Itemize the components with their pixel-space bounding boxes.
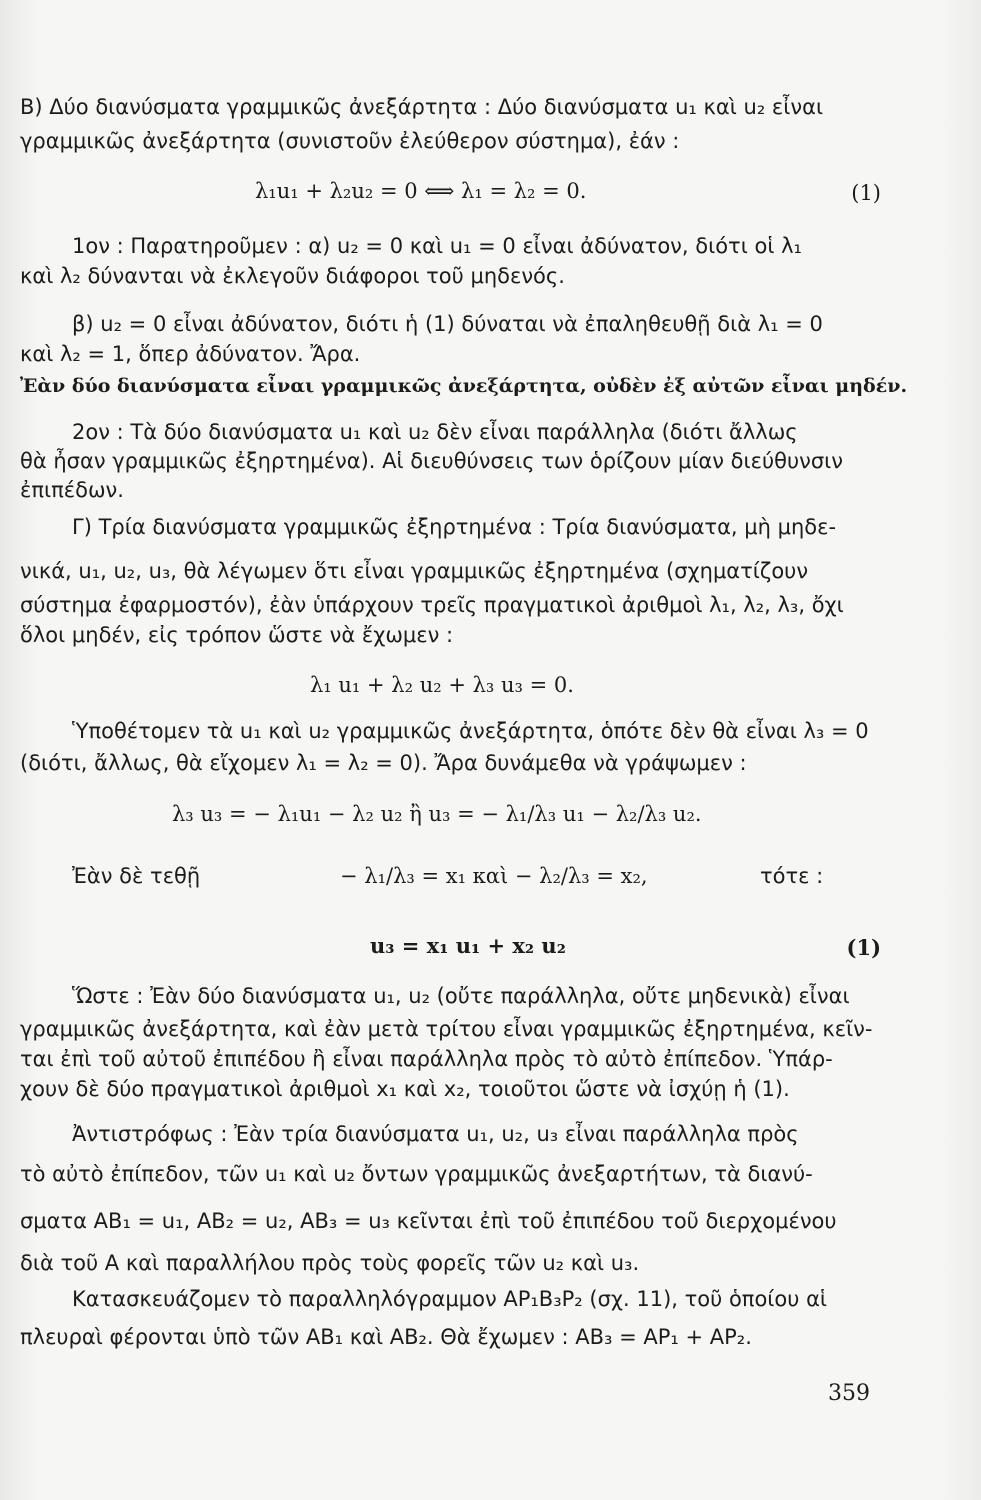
text-line: πλευραὶ φέρονται ὑπὸ τῶν AB₁ καὶ AB₂. Θὰ ἔχωμεν : AB₃ = AP₁ + AP₂. (20, 1325, 752, 1349)
equation-number: (1) (846, 935, 881, 960)
text-line: 1ον : Παρατηροῦμεν : α) u₂ = 0 καὶ u₁ = 0 εἶναι ἀδύνατον, διότι οἱ λ₁ (72, 234, 802, 258)
text-line: γραμμικῶς ἀνεξάρτητα, καὶ ἐὰν μετὰ τρίτου εἶναι γραμμικῶς ἐξηρτημένα, κεῖν- (20, 1017, 873, 1041)
text-line: (διότι, ἄλλως, θὰ εἴχομεν λ₁ = λ₂ = 0). Ἄρα δυνάμεθα νὰ γράψωμεν : (20, 751, 747, 775)
equation-substitution: − λ₁/λ₃ = x₁ καὶ − λ₂/λ₃ = x₂, (340, 864, 648, 888)
text-line: Ὥστε : Ἐὰν δύο διανύσματα u₁, u₂ (οὔτε παράλληλα, οὔτε μηδενικὰ) εἶναι (72, 984, 850, 1008)
text-line: τότε : (760, 864, 824, 888)
equation-dependence: λ₁ u₁ + λ₂ u₂ + λ₃ u₃ = 0. (310, 673, 574, 697)
text-line: σματα AB₁ = u₁, AB₂ = u₂, AB₃ = u₃ κεῖνται ἐπὶ τοῦ ἐπιπέδου τοῦ διερχομένου (20, 1209, 837, 1233)
text-line: 2ον : Τὰ δύο διανύσματα u₁ καὶ u₂ δὲν εἶναι παράλληλα (διότι ἄλλως (72, 420, 798, 444)
text-line: καὶ λ₂ δύνανται νὰ ἐκλεγοῦν διάφοροι τοῦ μηδενός. (20, 264, 565, 288)
text-line: Ὑποθέτομεν τὰ u₁ καὶ u₂ γραμμικῶς ἀνεξάρτητα, ὁπότε δὲν θὰ εἶναι λ₃ = 0 (72, 719, 869, 743)
text-line: τὸ αὐτὸ ἐπίπεδον, τῶν u₁ καὶ u₂ ὄντων γραμμικῶς ἀνεξαρτήτων, τὰ διανύ- (20, 1162, 813, 1186)
text-line: B) Δύο διανύσματα γραμμικῶς ἀνεξάρτητα : Δύο διανύσματα u₁ καὶ u₂ εἶναι (20, 95, 824, 119)
text-line: σύστημα ἐφαρμοστόν), ἐὰν ὑπάρχουν τρεῖς πραγματικοὶ ἀριθμοὶ λ₁, λ₂, λ₃, ὄχι (20, 593, 844, 617)
equation-linear-combination: u₃ = x₁ u₁ + x₂ u₂ (370, 933, 566, 958)
text-line: θὰ ἦσαν γραμμικῶς ἐξηρτημένα). Αἱ διευθύνσεις των ὁρίζουν μίαν διεύθυνσιν (20, 449, 843, 473)
text-line: διὰ τοῦ A καὶ παραλλήλου πρὸς τοὺς φορεῖς τῶν u₂ καὶ u₃. (20, 1251, 640, 1275)
text-line: ἐπιπέδων. (20, 478, 124, 502)
text-line: καὶ λ₂ = 1, ὅπερ ἀδύνατον. Ἄρα. (20, 342, 361, 366)
section-heading: Γ) Τρία διανύσματα γραμμικῶς ἐξηρτημένα : Τρία διανύσματα, μὴ μηδε- (72, 515, 837, 539)
equation-number: (1) (851, 181, 881, 205)
text-line: νικά, u₁, u₂, u₃, θὰ λέγωμεν ὅτι εἶναι γραμμικῶς ἐξηρτημένα (σχηματίζουν (20, 559, 809, 583)
text-line: γραμμικῶς ἀνεξάρτητα (συνιστοῦν ἐλεύθερον σύστημα), ἐάν : (20, 129, 680, 153)
text-line: β) u₂ = 0 εἶναι ἀδύνατον, διότι ἡ (1) δύναται νὰ ἐπαληθευθῇ διὰ λ₁ = 0 (72, 312, 823, 336)
text-line: Κατασκευάζομεν τὸ παραλληλόγραμμον AP₁B₃P₂ (σχ. 11), τοῦ ὁποίου αἱ (72, 1287, 828, 1311)
theorem-statement: Ἐὰν δύο διανύσματα εἶναι γραμμικῶς ἀνεξάρτητα, οὐδὲν ἐξ αὐτῶν εἶναι μηδέν. (20, 375, 908, 397)
text-line: Ἀντιστρόφως : Ἐὰν τρία διανύσματα u₁, u₂, u₃ εἶναι παράλληλα πρὸς (72, 1122, 799, 1146)
text-line: Ἐὰν δὲ τεθῇ (72, 864, 201, 888)
text-line: ται ἐπὶ τοῦ αὐτοῦ ἐπιπέδου ἢ εἶναι παράλληλα πρὸς τὸ αὐτὸ ἐπίπεδον. Ὑπάρ- (20, 1047, 833, 1071)
text-line: χουν δὲ δύο πραγματικοὶ ἀριθμοὶ x₁ καὶ x₂, τοιοῦτοι ὥστε νὰ ἰσχύῃ ἡ (1). (20, 1077, 790, 1101)
page-number: 359 (828, 1381, 870, 1406)
equation-independence: λ₁u₁ + λ₂u₂ = 0 ⟺ λ₁ = λ₂ = 0. (255, 179, 587, 203)
equation-solve-u3: λ₃ u₃ = − λ₁u₁ − λ₂ u₂ ἢ u₃ = − λ₁/λ₃ u₁ − λ₂/λ₃ u₂. (172, 802, 702, 826)
text-line: ὅλοι μηδέν, εἰς τρόπον ὥστε νὰ ἔχωμεν : (20, 623, 454, 647)
